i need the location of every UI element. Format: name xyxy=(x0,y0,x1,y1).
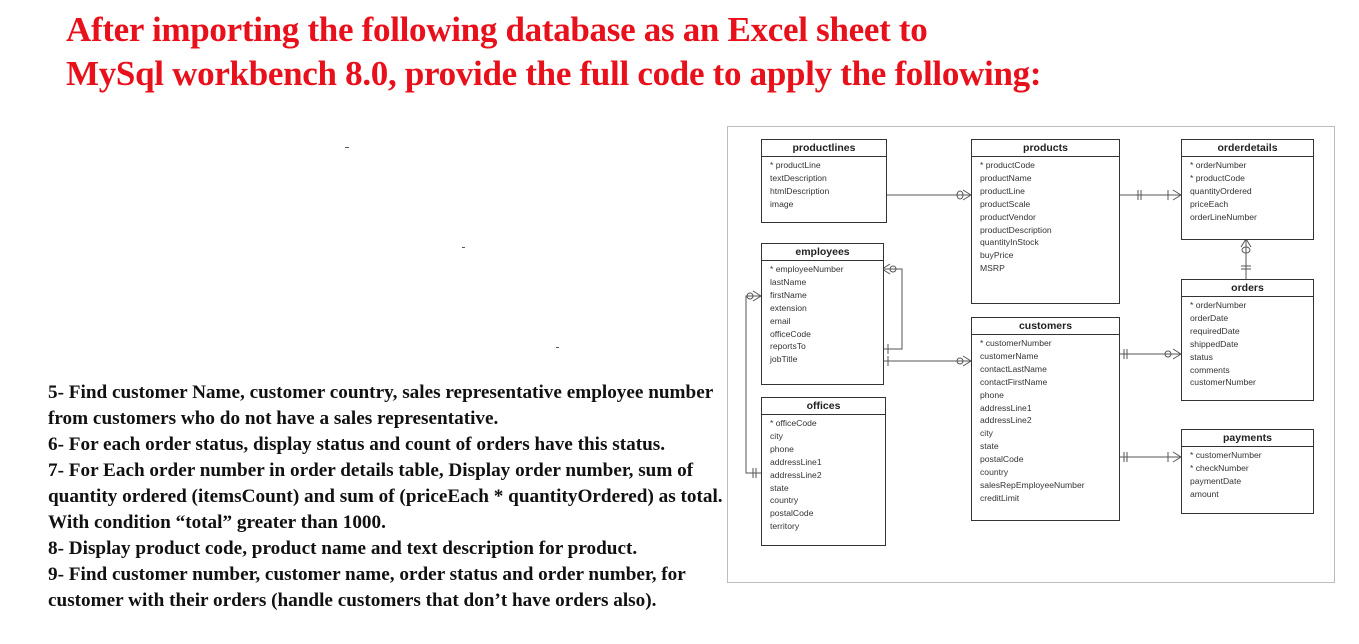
column-item: image xyxy=(770,198,794,209)
column-item: productScale xyxy=(980,198,1031,209)
table-orders xyxy=(1181,279,1314,401)
column-item: firstName xyxy=(770,289,807,300)
column-item: phone xyxy=(980,389,1004,400)
table-employees xyxy=(761,243,884,385)
column-item: * employeeNumber xyxy=(770,264,844,274)
column-item: * customerNumber xyxy=(980,338,1052,348)
column-item: customerNumber xyxy=(1190,377,1256,388)
column-item: productName xyxy=(980,172,1032,183)
table-header: orders xyxy=(1182,280,1313,297)
column-item: addressLine2 xyxy=(980,415,1032,426)
table-header: payments xyxy=(1182,430,1313,447)
rel-offices-employees xyxy=(746,296,761,473)
column-item: * productCode xyxy=(980,160,1035,170)
question-5: 5- Find customer Name, customer country, sales representative employee number from customers who do not have a sales representative. xyxy=(48,382,713,429)
table-header: productlines xyxy=(762,140,886,157)
column-item: country xyxy=(980,467,1009,478)
column-item: * orderNumber xyxy=(1190,160,1247,170)
column-item: * orderNumber xyxy=(1190,300,1247,310)
column-item: contactLastName xyxy=(980,363,1047,374)
column-item: requiredDate xyxy=(1190,325,1240,336)
column-item: productLine xyxy=(980,185,1025,196)
column-item: textDescription xyxy=(770,172,827,183)
column-item: city xyxy=(980,428,993,439)
column-item: officeCode xyxy=(770,328,811,339)
question-7: 7- For Each order number in order details table, Display order number, sum of quantity ordered (itemsCount) and sum of (priceEach * quantityOrdered) as total. With condition “total” greater than 1000. xyxy=(48,460,723,533)
table-productlines xyxy=(761,139,887,223)
column-item: postalCode xyxy=(770,508,814,519)
column-item: creditLimit xyxy=(980,492,1020,503)
column-item: quantityInStock xyxy=(980,237,1039,248)
table-products xyxy=(971,139,1120,304)
rel-employees-reportsto xyxy=(882,269,902,349)
question-list xyxy=(48,380,748,614)
column-item: MSRP xyxy=(980,263,1005,274)
question-6: 6- For each order status, display status and count of orders have this status. xyxy=(48,434,666,455)
column-item: * productLine xyxy=(770,160,821,170)
column-item: productDescription xyxy=(980,224,1052,235)
column-item: customerName xyxy=(980,350,1039,361)
title-line-1: After importing the following database as an Excel sheet to xyxy=(66,10,928,49)
column-item: buyPrice xyxy=(980,250,1014,261)
table-offices xyxy=(761,397,886,546)
column-item: addressLine1 xyxy=(770,456,822,467)
column-item: reportsTo xyxy=(770,341,806,352)
column-item: quantityOrdered xyxy=(1190,185,1252,196)
column-item: paymentDate xyxy=(1190,475,1242,486)
table-header: offices xyxy=(762,398,885,415)
column-item: addressLine2 xyxy=(770,469,822,480)
column-item: addressLine1 xyxy=(980,402,1032,413)
column-item: postalCode xyxy=(980,454,1024,465)
column-item: lastName xyxy=(770,276,807,287)
column-item: priceEach xyxy=(1190,198,1229,209)
column-item: territory xyxy=(770,521,800,532)
er-diagram xyxy=(727,126,1335,583)
column-item: city xyxy=(770,430,783,441)
column-item: jobTitle xyxy=(770,354,798,365)
column-item: orderLineNumber xyxy=(1190,211,1257,222)
column-item: * checkNumber xyxy=(1190,462,1249,473)
column-item: state xyxy=(770,482,789,493)
stray-mark xyxy=(345,147,349,148)
column-item: shippedDate xyxy=(1190,338,1239,349)
column-item: email xyxy=(770,315,791,326)
column-item: * officeCode xyxy=(770,418,817,428)
table-header: orderdetails xyxy=(1182,140,1313,157)
table-orderdetails xyxy=(1181,139,1314,240)
stray-mark xyxy=(462,247,465,248)
column-item: * productCode xyxy=(1190,172,1245,183)
column-item: phone xyxy=(770,443,794,454)
column-item: productVendor xyxy=(980,211,1036,222)
table-payments xyxy=(1181,429,1314,514)
column-item: orderDate xyxy=(1190,312,1229,323)
table-header: employees xyxy=(762,244,883,261)
column-item: status xyxy=(1190,351,1213,362)
column-item: state xyxy=(980,441,999,452)
question-9: 9- Find customer number, customer name, order status and order number, for customer with their orders (handle customers that don’t have orders also). xyxy=(48,564,686,611)
page-title xyxy=(66,8,1266,96)
table-header: customers xyxy=(972,318,1119,335)
table-customers xyxy=(971,317,1120,521)
column-item: salesRepEmployeeNumber xyxy=(980,479,1085,490)
column-item: htmlDescription xyxy=(770,185,830,196)
column-item: amount xyxy=(1190,488,1219,499)
column-item: extension xyxy=(770,302,807,313)
column-item: * customerNumber xyxy=(1190,450,1262,460)
stray-mark xyxy=(556,347,559,348)
question-8: 8- Display product code, product name and text description for product. xyxy=(48,538,638,559)
title-line-2: MySql workbench 8.0, provide the full code to apply the following: xyxy=(66,54,1042,93)
column-item: contactFirstName xyxy=(980,376,1048,387)
column-item: comments xyxy=(1190,364,1230,375)
column-item: country xyxy=(770,495,799,506)
table-header: products xyxy=(972,140,1119,157)
